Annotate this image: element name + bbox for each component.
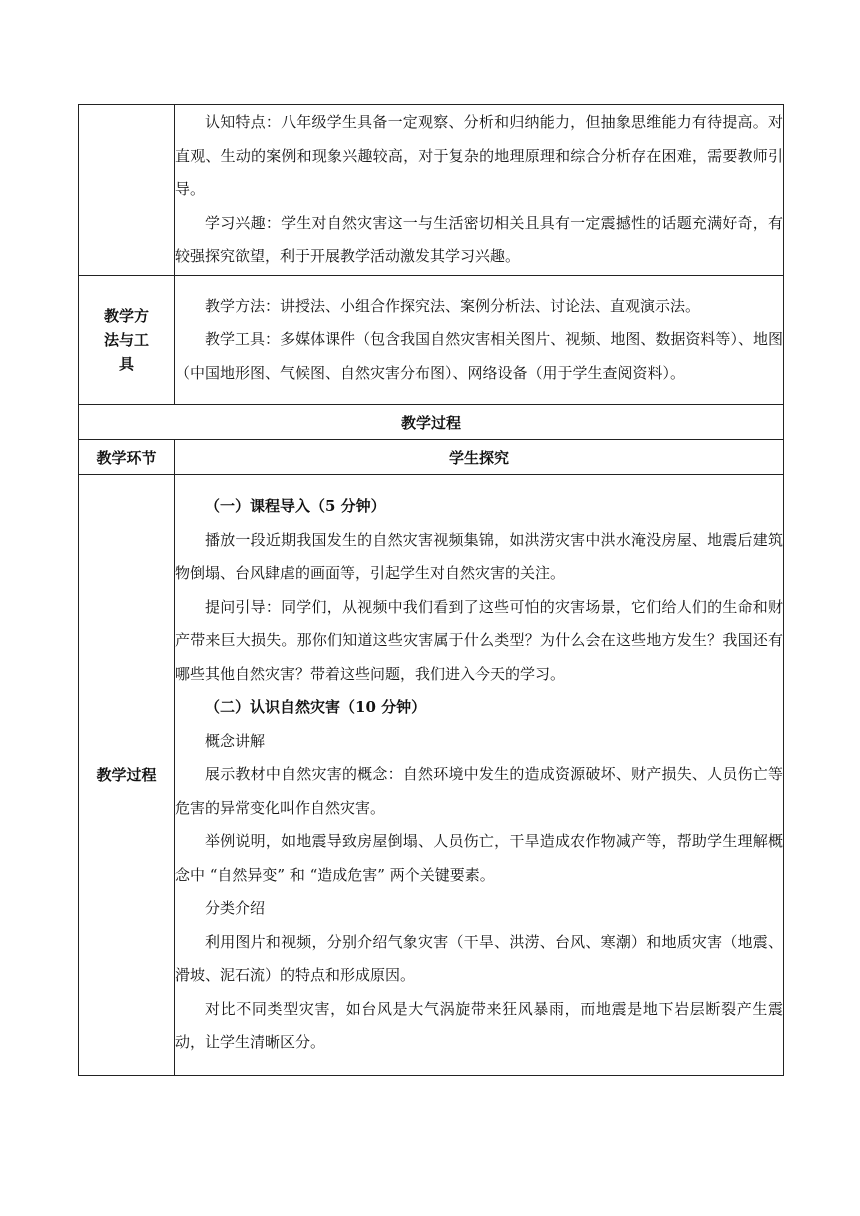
question-paragraph: 提问引导：同学们，从视频中我们看到了这些可怕的灾害场景，它们给人们的生命和财产带来巨大损失。那你们知道这些灾害属于什么类型？为什么会在这些地方发生？我国还有哪些其他自然灾害？带着这些问题，我们进入今天的学习。 (175, 597, 783, 683)
cognitive-row (79, 105, 784, 276)
example-paragraph: 举例说明，如地震导致房屋倒塌、人员伤亡，干旱造成农作物减产等，帮助学生理解概念中 “自然异变” 和 “造成危害” 两个关键要素。 (175, 832, 783, 884)
section-heading-intro: （一）课程导入（5 分钟） (205, 497, 386, 516)
classification-paragraph: 利用图片和视频，分别介绍气象灾害（干旱、洪涝、台风、寒潮）和地质灾害（地震、滑坡、泥石流）的特点和形成原因。 (175, 932, 783, 985)
methods-paragraph: 教学方法：讲授法、小组合作探究法、案例分析法、讨论法、直观演示法。 (205, 296, 701, 315)
process-content-cell (175, 475, 784, 1076)
cognitive-paragraph: 认知特点：八年级学生具备一定观察、分析和归纳能力，但抽象思维能力有待提高。对直观、生动的案例和现象兴趣较高，对于复杂的地理原理和综合分析存在困难，需要教师引导。 (175, 113, 783, 199)
concept-heading: 概念讲解 (205, 731, 266, 750)
methods-content-cell (175, 276, 784, 405)
header-stage: 教学环节 (79, 440, 175, 475)
process-title-row (79, 405, 784, 440)
comparison-paragraph: 对比不同类型灾害，如台风是大气涡旋带来狂风暴雨，而地震是地下岩层断裂产生震动，让学生清晰区分。 (175, 999, 783, 1052)
header-inquiry: 学生探究 (175, 440, 784, 475)
classification-heading: 分类介绍 (205, 899, 266, 918)
section-heading-disasters: （二）认识自然灾害（10 分钟） (205, 698, 427, 717)
cognitive-label-cell (79, 105, 175, 276)
process-label: 教学过程 (79, 475, 175, 1076)
tools-paragraph: 教学工具：多媒体课件（包含我国自然灾害相关图片、视频、地图、数据资料等）、地图（中国地形图、气候图、自然灾害分布图）、网络设备（用于学生查阅资料）。 (175, 330, 783, 382)
methods-row (79, 276, 784, 405)
intro-paragraph: 播放一段近期我国发生的自然灾害视频集锦，如洪涝灾害中洪水淹没房屋、地震后建筑物倒塌、台风肆虐的画面等，引起学生对自然灾害的关注。 (175, 530, 783, 583)
process-title: 教学过程 (79, 405, 784, 440)
header-row (79, 440, 784, 475)
lesson-plan-table (78, 104, 784, 1076)
interest-paragraph: 学习兴趣：学生对自然灾害这一与生活密切相关且具有一定震撼性的话题充满好奇，有较强探究欲望，利于开展教学活动激发其学习兴趣。 (175, 213, 783, 266)
process-row (79, 475, 784, 1076)
methods-label: 教学方法与工具 (79, 276, 175, 405)
cognitive-content-cell (175, 105, 784, 276)
concept-paragraph: 展示教材中自然灾害的概念：自然环境中发生的造成资源破坏、财产损失、人员伤亡等危害的异常变化叫作自然灾害。 (175, 765, 783, 817)
